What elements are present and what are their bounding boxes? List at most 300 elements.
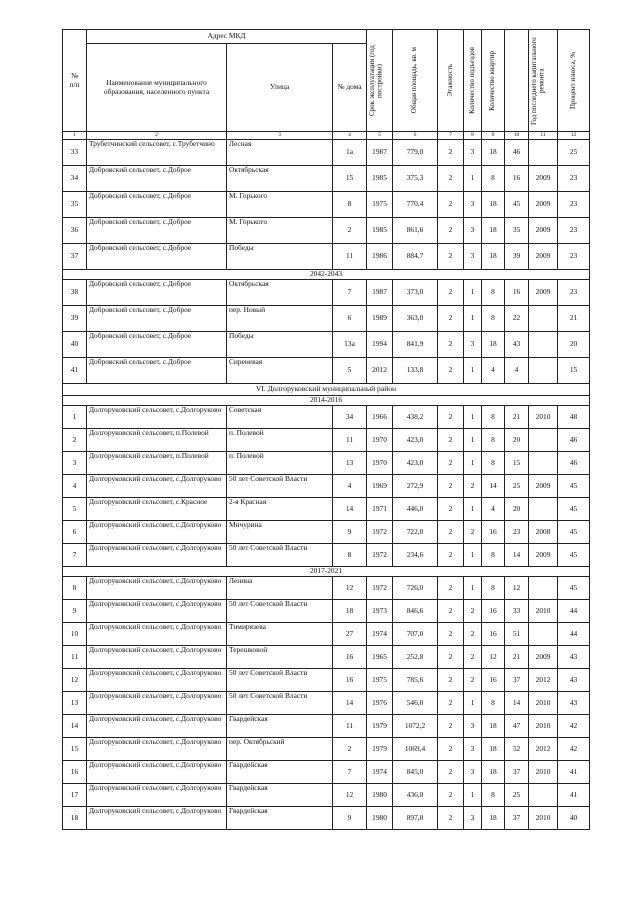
municipality-cell: Долгоруковский сельсовет, п.Полевой [87, 429, 227, 452]
wear-cell: 23 [558, 280, 590, 306]
apartments-cell: 8 [482, 280, 505, 306]
repair-year-cell: 2009 [529, 244, 558, 270]
floors-cell: 2 [438, 218, 464, 244]
row-number: 5 [63, 498, 87, 521]
apartments-cell: 18 [482, 192, 505, 218]
row-number: 39 [63, 306, 87, 332]
area-cell: 785,6 [393, 669, 438, 692]
floors-cell: 2 [438, 358, 464, 384]
area-cell: 438,2 [393, 406, 438, 429]
apartments-cell: 18 [482, 807, 505, 830]
house-cell: 27 [333, 623, 367, 646]
residents-cell: 37 [505, 807, 529, 830]
street-cell: 50 лет Советской Власти [227, 475, 333, 498]
wear-cell: 43 [558, 669, 590, 692]
section-c-body [63, 406, 590, 567]
entrances-cell: 3 [464, 218, 482, 244]
street-cell: Гвардейская [227, 761, 333, 784]
repair-year-cell: 2012 [529, 738, 558, 761]
entrances-cell: 1 [464, 498, 482, 521]
entrances-cell: 1 [464, 692, 482, 715]
residents-cell: 33 [505, 600, 529, 623]
municipality-cell: Долгоруковский сельсовет, с.Долгоруково [87, 807, 227, 830]
repair-year-cell [529, 498, 558, 521]
year-cell: 1987 [367, 140, 393, 166]
row-number: 12 [63, 669, 87, 692]
municipality-cell: Долгоруковский сельсовет, с.Долгоруково [87, 761, 227, 784]
table-row [63, 692, 590, 715]
residents-cell: 22 [505, 306, 529, 332]
residents-cell: 12 [505, 577, 529, 600]
year-cell: 1973 [367, 600, 393, 623]
table-row [63, 521, 590, 544]
area-cell: 846,6 [393, 600, 438, 623]
wear-cell: 42 [558, 738, 590, 761]
col-number: 8 [464, 132, 482, 140]
col-number: 3 [227, 132, 333, 140]
apartments-cell: 18 [482, 715, 505, 738]
wear-cell: 48 [558, 406, 590, 429]
col-number: 12 [558, 132, 590, 140]
table-row [63, 218, 590, 244]
year-cell: 1979 [367, 738, 393, 761]
entrances-cell: 1 [464, 406, 482, 429]
house-cell: 11 [333, 244, 367, 270]
year-cell: 1975 [367, 192, 393, 218]
house-cell: 7 [333, 761, 367, 784]
table-row [63, 544, 590, 567]
repair-year-cell [529, 577, 558, 600]
residents-cell: 43 [505, 332, 529, 358]
table-row [63, 244, 590, 270]
repair-year-cell: 2010 [529, 600, 558, 623]
area-cell: 897,8 [393, 807, 438, 830]
street-cell: Терешковой [227, 646, 333, 669]
wear-cell: 21 [558, 306, 590, 332]
row-number: 4 [63, 475, 87, 498]
row-number: 15 [63, 738, 87, 761]
repair-year-cell: 2010 [529, 692, 558, 715]
header-area: Общая площадь, кв. м [393, 30, 438, 132]
area-cell: 436,0 [393, 784, 438, 807]
floors-cell: 2 [438, 452, 464, 475]
row-number: 38 [63, 280, 87, 306]
house-cell: 11 [333, 715, 367, 738]
apartments-cell: 18 [482, 761, 505, 784]
row-number: 18 [63, 807, 87, 830]
house-cell: 13 [333, 452, 367, 475]
section-b-body [63, 280, 590, 384]
row-number: 11 [63, 646, 87, 669]
municipality-cell: Долгоруковский сельсовет, с.Долгоруково [87, 669, 227, 692]
wear-cell: 15 [558, 358, 590, 384]
apartments-cell: 16 [482, 521, 505, 544]
residents-cell: 37 [505, 669, 529, 692]
header-year: Срок эксплуатации (год постройки) [367, 30, 393, 132]
residents-cell: 21 [505, 646, 529, 669]
repair-year-cell [529, 358, 558, 384]
entrances-cell: 1 [464, 784, 482, 807]
floors-cell: 2 [438, 306, 464, 332]
table-row [63, 738, 590, 761]
house-cell: 14 [333, 692, 367, 715]
area-cell: 272,9 [393, 475, 438, 498]
house-cell: 34 [333, 406, 367, 429]
table-row [63, 715, 590, 738]
floors-cell: 2 [438, 332, 464, 358]
repair-year-cell [529, 623, 558, 646]
entrances-cell: 3 [464, 332, 482, 358]
row-number: 41 [63, 358, 87, 384]
apartments-cell: 16 [482, 623, 505, 646]
residents-cell: 20 [505, 429, 529, 452]
entrances-cell: 3 [464, 140, 482, 166]
row-number: 1 [63, 406, 87, 429]
wear-cell: 45 [558, 475, 590, 498]
apartments-cell: 12 [482, 646, 505, 669]
municipality-cell: Долгоруковский сельсовет, с.Красное [87, 498, 227, 521]
header-address: Адрес МКД [87, 30, 367, 44]
municipality-cell: Долгоруковский сельсовет, с.Долгоруково [87, 475, 227, 498]
residents-cell: 16 [505, 166, 529, 192]
year-cell: 1965 [367, 646, 393, 669]
repair-year-cell: 2010 [529, 761, 558, 784]
repair-year-cell: 2009 [529, 166, 558, 192]
floors-cell: 2 [438, 669, 464, 692]
apartments-cell: 18 [482, 738, 505, 761]
entrances-cell: 2 [464, 646, 482, 669]
repair-year-cell: 2009 [529, 646, 558, 669]
municipality-cell: Долгоруковский сельсовет, с.Долгоруково [87, 646, 227, 669]
wear-cell: 20 [558, 332, 590, 358]
row-number: 35 [63, 192, 87, 218]
repair-year-cell [529, 140, 558, 166]
street-cell: пер. Новый [227, 306, 333, 332]
residents-cell: 25 [505, 784, 529, 807]
residents-cell: 14 [505, 692, 529, 715]
year-cell: 1980 [367, 784, 393, 807]
municipality-cell: Добровский сельсовет, с.Доброе [87, 280, 227, 306]
wear-cell: 23 [558, 244, 590, 270]
wear-cell: 43 [558, 692, 590, 715]
table-row [63, 498, 590, 521]
area-cell: 375,3 [393, 166, 438, 192]
year-cell: 1994 [367, 332, 393, 358]
table-row [63, 577, 590, 600]
street-cell: Советская [227, 406, 333, 429]
row-number: 17 [63, 784, 87, 807]
table-row [63, 784, 590, 807]
year-cell: 1986 [367, 244, 393, 270]
table-row [63, 166, 590, 192]
street-cell: Гвардейская [227, 807, 333, 830]
year-cell: 2012 [367, 358, 393, 384]
house-cell: 9 [333, 521, 367, 544]
col-number: 1 [63, 132, 87, 140]
residents-cell: 35 [505, 218, 529, 244]
year-cell: 1969 [367, 475, 393, 498]
street-cell: Мичурина [227, 521, 333, 544]
area-cell: 423,0 [393, 452, 438, 475]
section-a-body [63, 140, 590, 270]
year-cell: 1972 [367, 577, 393, 600]
col-number: 4 [333, 132, 367, 140]
wear-cell: 43 [558, 646, 590, 669]
year-cell: 1974 [367, 623, 393, 646]
apartments-cell: 8 [482, 784, 505, 807]
residents-cell: 52 [505, 738, 529, 761]
table-row [63, 280, 590, 306]
house-cell: 12 [333, 577, 367, 600]
wear-cell: 25 [558, 140, 590, 166]
area-cell: 726,0 [393, 577, 438, 600]
entrances-cell: 3 [464, 192, 482, 218]
street-cell: Гвардейская [227, 784, 333, 807]
table-row [63, 623, 590, 646]
municipality-cell: Долгоруковский сельсовет, с.Долгоруково [87, 544, 227, 567]
header-entrances: Количество подъездов [464, 30, 482, 132]
apartments-cell: 8 [482, 692, 505, 715]
entrances-cell: 3 [464, 807, 482, 830]
area-cell: 1069,4 [393, 738, 438, 761]
row-number: 9 [63, 600, 87, 623]
col-number: 10 [505, 132, 529, 140]
row-number: 40 [63, 332, 87, 358]
area-cell: 841,9 [393, 332, 438, 358]
year-cell: 1987 [367, 280, 393, 306]
repair-year-cell: 2012 [529, 669, 558, 692]
residents-cell: 46 [505, 140, 529, 166]
residents-cell: 16 [505, 280, 529, 306]
apartments-cell: 4 [482, 498, 505, 521]
wear-cell: 41 [558, 761, 590, 784]
entrances-cell: 1 [464, 544, 482, 567]
wear-cell: 23 [558, 218, 590, 244]
year-cell: 1985 [367, 218, 393, 244]
row-number: 3 [63, 452, 87, 475]
section-d-body [63, 577, 590, 830]
municipality-cell: Долгоруковский сельсовет, с.Долгоруково [87, 623, 227, 646]
house-cell: 4 [333, 475, 367, 498]
col-number: 5 [367, 132, 393, 140]
municipality-cell: Долгоруковский сельсовет, с.Долгоруково [87, 577, 227, 600]
house-cell: 16 [333, 669, 367, 692]
municipality-cell: Добровский сельсовет, с.Доброе [87, 358, 227, 384]
table-row [63, 761, 590, 784]
period-row-3 [63, 567, 590, 577]
year-cell: 1976 [367, 692, 393, 715]
area-cell: 234,6 [393, 544, 438, 567]
entrances-cell: 3 [464, 244, 482, 270]
residents-cell: 25 [505, 475, 529, 498]
street-cell: М. Горького [227, 218, 333, 244]
area-cell: 884,7 [393, 244, 438, 270]
wear-cell: 23 [558, 192, 590, 218]
repair-year-cell: 2009 [529, 475, 558, 498]
row-number: 10 [63, 623, 87, 646]
floors-cell: 2 [438, 807, 464, 830]
wear-cell: 23 [558, 166, 590, 192]
wear-cell: 44 [558, 623, 590, 646]
street-cell: п. Полевой [227, 429, 333, 452]
entrances-cell: 2 [464, 475, 482, 498]
street-cell: 50 лет Советской Власти [227, 692, 333, 715]
entrances-cell: 1 [464, 358, 482, 384]
table-row [63, 406, 590, 429]
header-apartments: Количество квартир [482, 30, 505, 132]
housing-table [62, 29, 590, 830]
municipality-cell: Долгоруковский сельсовет, с.Долгоруково [87, 692, 227, 715]
apartments-cell: 8 [482, 429, 505, 452]
apartments-cell: 8 [482, 544, 505, 567]
table-row [63, 358, 590, 384]
floors-cell: 2 [438, 166, 464, 192]
area-cell: 373,0 [393, 280, 438, 306]
area-cell: 546,0 [393, 692, 438, 715]
period-label: 2017-2021 [63, 567, 590, 577]
region-row [63, 384, 590, 406]
area-cell: 1072,2 [393, 715, 438, 738]
residents-cell: 45 [505, 192, 529, 218]
row-number: 7 [63, 544, 87, 567]
wear-cell: 45 [558, 498, 590, 521]
repair-year-cell: 2009 [529, 192, 558, 218]
floors-cell: 2 [438, 784, 464, 807]
period-label: 2014-2016 [63, 396, 590, 406]
municipality-cell: Добровский сельсовет, с.Доброе [87, 306, 227, 332]
residents-cell: 21 [505, 406, 529, 429]
wear-cell: 45 [558, 521, 590, 544]
header-residents [505, 30, 529, 132]
residents-cell: 15 [505, 452, 529, 475]
floors-cell: 2 [438, 761, 464, 784]
apartments-cell: 4 [482, 358, 505, 384]
table-row [63, 807, 590, 830]
residents-cell: 51 [505, 623, 529, 646]
municipality-cell: Долгоруковский сельсовет, с.Долгоруково [87, 784, 227, 807]
row-number: 8 [63, 577, 87, 600]
year-cell: 1989 [367, 306, 393, 332]
apartments-cell: 18 [482, 244, 505, 270]
repair-year-cell: 2009 [529, 218, 558, 244]
repair-year-cell: 2009 [529, 544, 558, 567]
house-cell: 8 [333, 544, 367, 567]
municipality-cell: Добровский сельсовет, с.Доброе [87, 192, 227, 218]
house-cell: 5 [333, 358, 367, 384]
street-cell: Сиреневая [227, 358, 333, 384]
entrances-cell: 1 [464, 577, 482, 600]
table-row [63, 475, 590, 498]
area-cell: 779,0 [393, 140, 438, 166]
area-cell: 423,0 [393, 429, 438, 452]
repair-year-cell [529, 784, 558, 807]
header-no: № п/п [63, 30, 87, 132]
area-cell: 845,0 [393, 761, 438, 784]
floors-cell: 2 [438, 244, 464, 270]
house-cell: 12 [333, 784, 367, 807]
year-cell: 1972 [367, 521, 393, 544]
street-cell: Гвардейская [227, 715, 333, 738]
house-cell: 6 [333, 306, 367, 332]
municipality-cell: Долгоруковский сельсовет, п.Полевой [87, 452, 227, 475]
year-cell: 1966 [367, 406, 393, 429]
header-municipality: Наименование муниципального образования, населенного пункта [87, 44, 227, 132]
floors-cell: 2 [438, 738, 464, 761]
header-repair: Год последнего капитального ремонта [529, 30, 558, 132]
municipality-cell: Долгоруковский сельсовет, с.Долгоруково [87, 738, 227, 761]
entrances-cell: 1 [464, 306, 482, 332]
col-number: 7 [438, 132, 464, 140]
wear-cell: 40 [558, 807, 590, 830]
repair-year-cell [529, 452, 558, 475]
repair-year-cell [529, 332, 558, 358]
col-number: 11 [529, 132, 558, 140]
house-cell: 8 [333, 192, 367, 218]
house-cell: 2 [333, 218, 367, 244]
repair-year-cell [529, 429, 558, 452]
year-cell: 1972 [367, 544, 393, 567]
residents-cell: 37 [505, 761, 529, 784]
floors-cell: 2 [438, 544, 464, 567]
municipality-cell: Добровский сельсовет, с.Доброе [87, 218, 227, 244]
repair-year-cell: 2008 [529, 521, 558, 544]
street-cell: 50 лет Советской Власти [227, 600, 333, 623]
entrances-cell: 3 [464, 715, 482, 738]
wear-cell: 45 [558, 577, 590, 600]
header-wear: Процент износа, % [558, 30, 590, 132]
house-cell: 1а [333, 140, 367, 166]
apartments-cell: 16 [482, 669, 505, 692]
col-number: 2 [87, 132, 227, 140]
repair-year-cell: 2010 [529, 715, 558, 738]
table-row [63, 452, 590, 475]
wear-cell: 44 [558, 600, 590, 623]
header-house: № дома [333, 44, 367, 132]
entrances-cell: 1 [464, 166, 482, 192]
street-cell: 2-я Красная [227, 498, 333, 521]
row-number: 33 [63, 140, 87, 166]
row-number: 13 [63, 692, 87, 715]
repair-year-cell [529, 306, 558, 332]
house-cell: 11 [333, 429, 367, 452]
entrances-cell: 1 [464, 280, 482, 306]
entrances-cell: 2 [464, 623, 482, 646]
street-cell: Октябрьская [227, 280, 333, 306]
municipality-cell: Долгоруковский сельсовет, с.Долгоруково [87, 600, 227, 623]
area-cell: 446,0 [393, 498, 438, 521]
period-row-1 [63, 270, 590, 280]
floors-cell: 2 [438, 280, 464, 306]
year-cell: 1970 [367, 452, 393, 475]
area-cell: 707,0 [393, 623, 438, 646]
municipality-cell: Трубетчинский сельсовет, с.Трубетчино [87, 140, 227, 166]
apartments-cell: 8 [482, 452, 505, 475]
street-cell: Лесная [227, 140, 333, 166]
street-cell: Октябрьская [227, 166, 333, 192]
street-cell: п. Полевой [227, 452, 333, 475]
header-floors: Этажность [438, 30, 464, 132]
row-number: 6 [63, 521, 87, 544]
floors-cell: 2 [438, 406, 464, 429]
wear-cell: 45 [558, 544, 590, 567]
repair-year-cell: 2010 [529, 807, 558, 830]
floors-cell: 2 [438, 521, 464, 544]
row-number: 14 [63, 715, 87, 738]
row-number: 2 [63, 429, 87, 452]
entrances-cell: 2 [464, 669, 482, 692]
row-number: 16 [63, 761, 87, 784]
residents-cell: 47 [505, 715, 529, 738]
